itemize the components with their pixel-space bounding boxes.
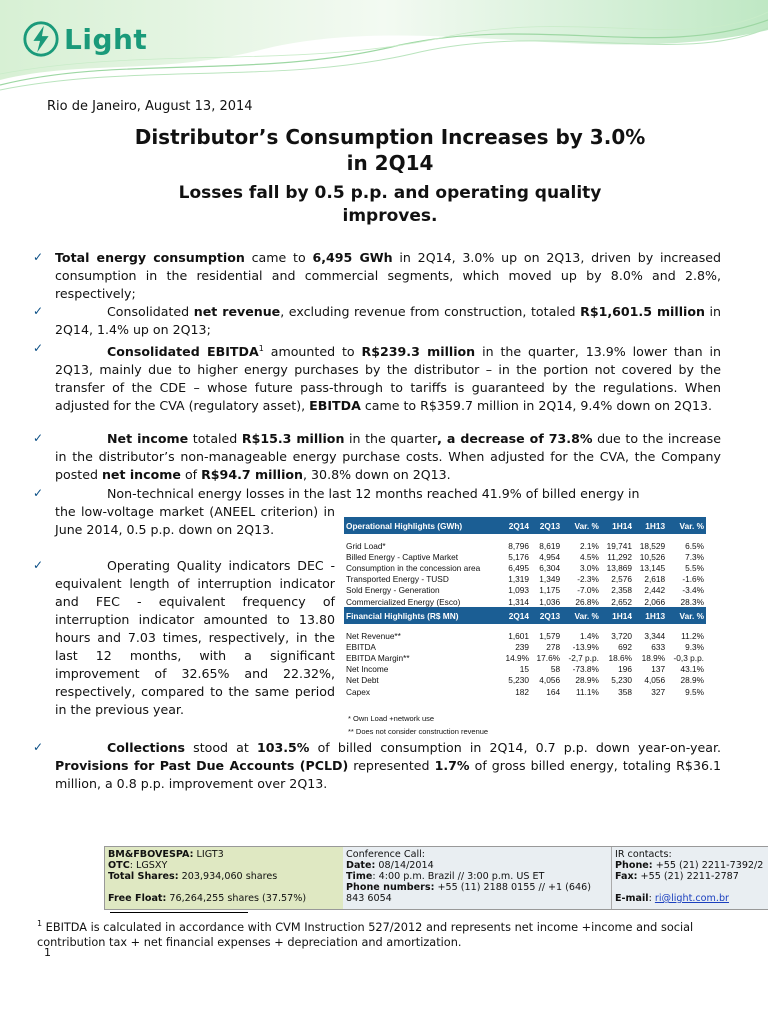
text-bold: net income bbox=[101, 467, 181, 482]
table-note-construction: ** Does not consider construction revenue bbox=[348, 727, 489, 736]
text-bold: Collections bbox=[107, 740, 185, 755]
text-bold: Provisions for Past Due Accounts (PCLD) bbox=[55, 758, 349, 773]
operational-row bbox=[344, 562, 706, 573]
cell-value: 1,036 bbox=[539, 596, 561, 607]
value: 08/14/2014 bbox=[375, 860, 434, 871]
label: OTC bbox=[108, 860, 130, 871]
check-icon: ✓ bbox=[33, 304, 44, 318]
cell-value: -73.8% bbox=[572, 664, 599, 675]
text: Consolidated bbox=[107, 304, 194, 319]
footer-conference-call bbox=[343, 847, 611, 909]
highlights-table bbox=[344, 517, 706, 697]
check-icon: ✓ bbox=[33, 250, 44, 264]
bullet-losses-line-1 bbox=[55, 485, 721, 503]
cell-value: 3.0% bbox=[579, 562, 599, 573]
check-icon: ✓ bbox=[33, 341, 44, 355]
footnote-text: EBITDA is calculated in accordance with CVM Instruction 527/2012 and represents net income +income and social contribution tax + net financial expenses + depreciation and amortization. bbox=[37, 920, 694, 949]
table-note-own-load: * Own Load +network use bbox=[348, 714, 435, 723]
cell-value: 6,495 bbox=[508, 562, 530, 573]
cell-value: 358 bbox=[618, 686, 633, 697]
text: of gross billed energy, totaling R$36.1 million, a 0.8 p.p. improvement over 2Q13. bbox=[55, 758, 721, 791]
row-label: Billed Energy - Captive Market bbox=[346, 551, 459, 562]
label: E-mail bbox=[615, 893, 649, 904]
row-label: Net Income bbox=[346, 664, 389, 675]
financial-row bbox=[344, 653, 706, 664]
operational-row bbox=[344, 540, 706, 551]
financial-row bbox=[344, 630, 706, 641]
cell-value: 6,304 bbox=[539, 562, 561, 573]
cell-value: 1,175 bbox=[539, 585, 561, 596]
value: : 4:00 p.m. Brazil // 3:00 p.m. US ET bbox=[372, 871, 545, 882]
row-label: Operational Highlights (GWh) bbox=[344, 517, 500, 534]
check-icon: ✓ bbox=[33, 740, 44, 754]
financial-row bbox=[344, 686, 706, 697]
text: due to the increase in the distributor’s non-manageable energy purchase costs. When adjusted for the CVA, the Company posted bbox=[55, 431, 721, 482]
text-bold: , a decrease of 73.8% bbox=[437, 431, 593, 446]
footer-ir-contacts bbox=[611, 847, 768, 909]
brand-name: Light bbox=[64, 22, 148, 56]
conference-call-heading: Conference Call: bbox=[346, 849, 426, 860]
text: , excluding revenue from construction, totaled bbox=[280, 304, 581, 319]
page-subtitle bbox=[40, 182, 740, 228]
text: amounted to bbox=[263, 344, 362, 360]
cell-value: 1H13 bbox=[634, 517, 667, 534]
cell-value: 239 bbox=[515, 641, 530, 652]
cell-value: 2Q13 bbox=[531, 607, 562, 624]
operational-row bbox=[344, 596, 706, 607]
bullet-net-income bbox=[55, 430, 721, 484]
value: 203,934,060 shares bbox=[178, 871, 278, 882]
cell-value: -2,7 p.p. bbox=[568, 653, 599, 664]
label: Phone numbers: bbox=[346, 882, 435, 893]
cell-value: 196 bbox=[618, 664, 633, 675]
cell-value: 327 bbox=[651, 686, 666, 697]
cell-value: Var. % bbox=[562, 517, 601, 534]
cell-value: 2.1% bbox=[579, 540, 599, 551]
cell-value: 3,344 bbox=[644, 630, 666, 641]
cell-value: 7.3% bbox=[685, 551, 704, 562]
cell-value: 8,796 bbox=[508, 540, 530, 551]
cell-value: 1,579 bbox=[539, 630, 561, 641]
ir-email-link[interactable]: ri@light.com.br bbox=[654, 893, 729, 904]
text: came to bbox=[244, 250, 313, 265]
operational-header-row bbox=[344, 517, 706, 534]
cell-value: 2,576 bbox=[611, 574, 633, 585]
row-label: Commercialized Energy (Esco) bbox=[346, 596, 461, 607]
financial-row bbox=[344, 664, 706, 675]
text: Operating Quality indicators DEC - equivalent length of interruption indicator and FEC - equivalent frequency of interruption indicator amounted to 13.80 hours and 7.03 times, respectively, in the last 12 months, with a significant improvement of 32.65% and 22.32%, respectively, compared to the same period in the previous year. bbox=[55, 558, 335, 717]
cell-value: 6.5% bbox=[685, 540, 704, 551]
cell-value: 9.5% bbox=[685, 686, 704, 697]
cell-value: 4,056 bbox=[539, 675, 561, 686]
row-label: Financial Highlights (R$ MN) bbox=[344, 607, 500, 624]
cell-value: 58 bbox=[550, 664, 561, 675]
row-label: Net Revenue** bbox=[346, 630, 401, 641]
cell-value: 11.2% bbox=[681, 630, 704, 641]
text: in 2Q14, 3.0% up on 2Q13, driven by increased consumption in the residential and commercial segments, which moved up by 8.0% and 2.8%, respectively; bbox=[55, 250, 722, 301]
cell-value: 5,176 bbox=[508, 551, 530, 562]
text-bold: EBITDA bbox=[309, 398, 361, 414]
bullet-net-revenue bbox=[55, 303, 721, 339]
cell-value: 5.5% bbox=[685, 562, 704, 573]
financial-row bbox=[344, 675, 706, 686]
label: Total Shares: bbox=[108, 871, 179, 882]
text-bold: R$94.7 million bbox=[201, 467, 304, 482]
brand-logo bbox=[22, 20, 147, 58]
cell-value: 17.6% bbox=[536, 653, 561, 664]
cell-value: -3.4% bbox=[682, 585, 704, 596]
text: stood at bbox=[185, 740, 257, 755]
cell-value: 28.9% bbox=[575, 675, 599, 686]
cell-value: -7.0% bbox=[577, 585, 599, 596]
row-label: Consumption in the concession area bbox=[346, 562, 481, 573]
text: in 2Q14, 1.4% up on 2Q13; bbox=[55, 304, 722, 337]
cell-value: 19,741 bbox=[606, 540, 633, 551]
ir-contacts-heading: IR contacts: bbox=[615, 849, 672, 860]
bullet-collections bbox=[55, 739, 721, 793]
value: : bbox=[648, 893, 655, 904]
text: of billed consumption in 2Q14, 0.7 p.p. down year-on-year. bbox=[309, 740, 721, 755]
cell-value: 43.1% bbox=[680, 664, 704, 675]
cell-value: 28.3% bbox=[680, 596, 704, 607]
row-label: EBITDA Margin** bbox=[346, 653, 410, 664]
footnote-number: 1 bbox=[37, 919, 43, 928]
text-bold: 6,495 GWh bbox=[312, 250, 393, 265]
page-number: 1 bbox=[44, 946, 51, 959]
label: Time bbox=[346, 871, 373, 882]
cell-value: 26.8% bbox=[575, 596, 599, 607]
bullet-energy-consumption bbox=[55, 249, 721, 303]
cell-value: -13.9% bbox=[572, 641, 599, 652]
cell-value: 2,652 bbox=[611, 596, 633, 607]
value: : LGSXY bbox=[129, 860, 168, 871]
row-label: Capex bbox=[346, 686, 370, 697]
check-icon: ✓ bbox=[33, 486, 44, 500]
cell-value: 5,230 bbox=[611, 675, 633, 686]
cell-value: 182 bbox=[515, 686, 530, 697]
cell-value: 4,954 bbox=[539, 551, 561, 562]
cell-value: 8,619 bbox=[539, 540, 561, 551]
cell-value: -0,3 p.p. bbox=[673, 653, 704, 664]
text-bold: R$239.3 million bbox=[361, 344, 476, 360]
cell-value: 14.9% bbox=[505, 653, 530, 664]
cell-value: 4.5% bbox=[579, 551, 599, 562]
row-label: EBITDA bbox=[346, 641, 376, 652]
bullet-ebitda bbox=[55, 340, 721, 415]
page-title-line-2: in 2Q14 bbox=[346, 151, 434, 175]
cell-value: 1.4% bbox=[579, 630, 599, 641]
text: totaled bbox=[188, 431, 242, 446]
page-subtitle-line-1: Losses fall by 0.5 p.p. and operating quality bbox=[178, 183, 602, 203]
cell-value: 633 bbox=[651, 641, 666, 652]
text-bold: R$1,601.5 million bbox=[580, 304, 705, 319]
cell-value: -2.3% bbox=[577, 574, 599, 585]
cell-value: 1,319 bbox=[508, 574, 530, 585]
page-title bbox=[40, 124, 740, 176]
text-bold: Consolidated EBITDA bbox=[107, 344, 259, 360]
bullet-operating-quality bbox=[55, 557, 335, 719]
cell-value: 137 bbox=[651, 664, 666, 675]
value: +55 (21) 2211-2787 bbox=[637, 871, 739, 882]
cell-value: 1,314 bbox=[508, 596, 530, 607]
footnote-marker: 1 bbox=[258, 344, 264, 353]
row-label: Transported Energy - TUSD bbox=[346, 574, 449, 585]
cell-value: 10,526 bbox=[639, 551, 666, 562]
check-icon: ✓ bbox=[33, 431, 44, 445]
cell-value: 1H14 bbox=[601, 517, 634, 534]
row-label: Net Debt bbox=[346, 675, 379, 686]
cell-value: Var. % bbox=[562, 607, 601, 624]
footnote-divider bbox=[110, 912, 248, 913]
row-label: Sold Energy - Generation bbox=[346, 585, 440, 596]
text-bold: 103.5% bbox=[256, 740, 310, 755]
cell-value: 18.6% bbox=[608, 653, 633, 664]
label: Phone: bbox=[615, 860, 653, 871]
cell-value: 164 bbox=[546, 686, 561, 697]
cell-value: 1H14 bbox=[601, 607, 634, 624]
header-band bbox=[0, 0, 768, 95]
footer-stock-info bbox=[105, 847, 343, 909]
label: BM&FBOVESPA: bbox=[108, 849, 194, 860]
cell-value: 28.9% bbox=[680, 675, 704, 686]
text-bold: Net income bbox=[107, 431, 189, 446]
light-bolt-icon bbox=[22, 20, 60, 58]
cell-value: 18.9% bbox=[641, 653, 666, 664]
row-label: Grid Load* bbox=[346, 540, 386, 551]
cell-value: 4,056 bbox=[644, 675, 666, 686]
text: came to R$359.7 million in 2Q14, 9.4% down on 2Q13. bbox=[360, 398, 712, 414]
cell-value: 11.1% bbox=[575, 686, 599, 697]
cell-value: 278 bbox=[546, 641, 561, 652]
cell-value: 2,358 bbox=[611, 585, 633, 596]
cell-value: 11,292 bbox=[607, 551, 633, 562]
cell-value: 2,066 bbox=[644, 596, 666, 607]
check-icon: ✓ bbox=[33, 558, 44, 572]
cell-value: 15 bbox=[519, 664, 530, 675]
text-bold: net revenue bbox=[193, 304, 281, 319]
cell-value: 1,601 bbox=[508, 630, 530, 641]
bullet-losses-rest: the low-voltage market (ANEEL criterion) in June 2014, 0.5 p.p. down on 2Q13. bbox=[55, 504, 335, 537]
label: Free Float: bbox=[108, 893, 167, 904]
cell-value: 2,442 bbox=[644, 585, 666, 596]
cell-value: 1H13 bbox=[634, 607, 667, 624]
value: +55 (11) 2188 0155 // +1 (646) 843 6054 bbox=[346, 882, 591, 904]
footnote bbox=[37, 916, 737, 950]
page-title-line-1: Distributor’s Consumption Increases by 3.0% bbox=[134, 125, 646, 149]
label: Fax: bbox=[615, 871, 638, 882]
cell-value: 9.3% bbox=[685, 641, 704, 652]
cell-value: 2,618 bbox=[644, 574, 666, 585]
value: +55 (21) 2211-7392/2 bbox=[652, 860, 764, 871]
cell-value: 2Q14 bbox=[500, 517, 531, 534]
financial-header-row bbox=[344, 607, 706, 624]
cell-value: 18,529 bbox=[639, 540, 666, 551]
text-bold: Total energy consumption bbox=[55, 250, 245, 265]
text-bold: 1.7% bbox=[434, 758, 470, 773]
cell-value: 13,869 bbox=[606, 562, 633, 573]
operational-row bbox=[344, 574, 706, 585]
label: Date: bbox=[346, 860, 376, 871]
cell-value: Var. % bbox=[667, 517, 706, 534]
text: , 30.8% down on 2Q13. bbox=[303, 467, 451, 482]
text-bold: R$15.3 million bbox=[241, 431, 345, 446]
cell-value: 2Q13 bbox=[531, 517, 562, 534]
cell-value: 5,230 bbox=[508, 675, 530, 686]
text: in the quarter bbox=[344, 431, 438, 446]
cell-value: -1.6% bbox=[682, 574, 704, 585]
footer-info-box bbox=[104, 846, 768, 910]
operational-row bbox=[344, 551, 706, 562]
value: LIGT3 bbox=[193, 849, 224, 860]
financial-row bbox=[344, 641, 706, 652]
cell-value: 3,720 bbox=[611, 630, 633, 641]
cell-value: 692 bbox=[618, 641, 633, 652]
text: represented bbox=[348, 758, 435, 773]
text: of bbox=[180, 467, 202, 482]
text: Non-technical energy losses in the last 12 months reached 41.9% of billed energy in bbox=[107, 486, 640, 501]
cell-value: 1,349 bbox=[539, 574, 561, 585]
cell-value: 1,093 bbox=[508, 585, 530, 596]
cell-value: Var. % bbox=[667, 607, 706, 624]
page-subtitle-line-2: improves. bbox=[342, 206, 438, 226]
dateline: Rio de Janeiro, August 13, 2014 bbox=[47, 99, 253, 114]
operational-row bbox=[344, 585, 706, 596]
value: 76,264,255 shares (37.57%) bbox=[166, 893, 307, 904]
text: in the quarter, 13.9% lower than in 2Q13, mainly due to higher energy purchases by the distributor – in the portion not covered by the transfer of the CDE – whose future pass-through to tariffs is guaranteed by the regulations. When adjusted for the CVA (regulatory asset), bbox=[55, 344, 722, 414]
cell-value: 13,145 bbox=[639, 562, 666, 573]
cell-value: 2Q14 bbox=[500, 607, 531, 624]
